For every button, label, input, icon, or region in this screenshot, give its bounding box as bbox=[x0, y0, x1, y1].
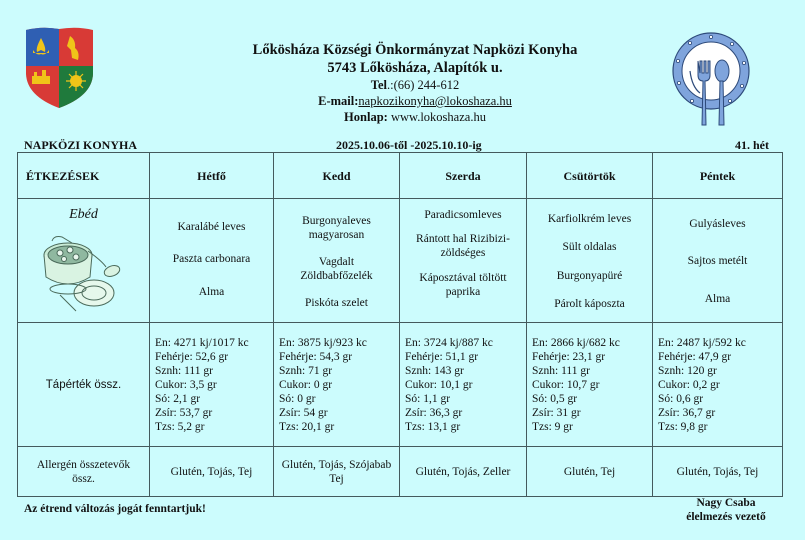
nutrition-line: Fehérje: 52,6 gr bbox=[155, 350, 229, 363]
nutrition-line: Tzs: 20,1 gr bbox=[279, 420, 335, 433]
header-row bbox=[18, 153, 783, 199]
address: 5743 Lőkösháza, Alapítók u. bbox=[327, 60, 503, 76]
nutrition-line: Só: 2,1 gr bbox=[155, 392, 201, 405]
nutrition-line: Sznh: 71 gr bbox=[279, 364, 333, 377]
nutrition-line: Fehérje: 47,9 gr bbox=[658, 350, 732, 363]
nutrition-line: Cukor: 3,5 gr bbox=[155, 378, 217, 391]
nutrition-line: En: 3724 kj/887 kc bbox=[405, 336, 493, 349]
nutrition-line: Tzs: 9,8 gr bbox=[658, 420, 708, 433]
nutrition-line: Só: 0 gr bbox=[279, 392, 316, 405]
allergen-cell-friday: Glutén, Tojás, Tej bbox=[653, 447, 783, 497]
website-value[interactable]: www.lokoshaza.hu bbox=[387, 110, 486, 124]
nutrition-line: Sznh: 143 gr bbox=[405, 364, 464, 377]
date-range: 2025.10.06-től -2025.10.10-ig bbox=[336, 138, 482, 152]
nutrition-line: Fehérje: 51,1 gr bbox=[405, 350, 479, 363]
nutrition-line: Cukor: 0 gr bbox=[279, 378, 333, 391]
day-header-wednesday: Szerda bbox=[400, 153, 527, 199]
dish: Sült oldalas bbox=[562, 241, 617, 254]
nutrition-line: Tzs: 5,2 gr bbox=[155, 420, 205, 433]
nutrition-line: Tzs: 13,1 gr bbox=[405, 420, 461, 433]
nutrition-cell-monday bbox=[150, 323, 274, 447]
dish: Alma bbox=[198, 285, 225, 298]
website-label: Honlap: bbox=[344, 110, 388, 124]
nutrition-line: En: 4271 kj/1017 kc bbox=[155, 336, 249, 349]
nutrition-line: Sznh: 120 gr bbox=[658, 364, 717, 377]
nutrition-line: Cukor: 10,1 gr bbox=[405, 378, 473, 391]
lunch-label-cell bbox=[18, 199, 150, 323]
nutrition-cell-tuesday bbox=[274, 323, 400, 447]
signature-block bbox=[676, 496, 776, 524]
header-block bbox=[200, 41, 630, 125]
lunch-cell-monday bbox=[150, 199, 274, 323]
plate-cutlery-icon bbox=[668, 31, 754, 127]
allergen-cell-monday: Glutén, Tojás, Tej bbox=[150, 447, 274, 497]
kitchen-label: NAPKÖZI KONYHA bbox=[24, 138, 138, 152]
signer-title: élelmezés vezető bbox=[686, 511, 766, 523]
phone-label: Tel bbox=[370, 78, 387, 92]
lunch-row bbox=[18, 199, 783, 323]
nutrition-line: Tzs: 9 gr bbox=[532, 420, 573, 433]
dish: Karalábé leves bbox=[177, 221, 246, 234]
day-header-tuesday: Kedd bbox=[274, 153, 400, 199]
allergen-row bbox=[18, 447, 783, 497]
phone-value: .:(66) 244-612 bbox=[387, 78, 460, 92]
dish: Vagdalt Zöldbabfőzelék bbox=[300, 255, 373, 282]
dish: Paszta carbonara bbox=[172, 253, 251, 266]
org-name: Lőkösháza Községi Önkormányzat Napközi Konyha bbox=[252, 42, 578, 58]
nutrition-line: Zsír: 31 gr bbox=[532, 406, 581, 419]
nutrition-line: Zsír: 36,3 gr bbox=[405, 406, 463, 419]
week-number: 41. hét bbox=[735, 138, 769, 152]
allergen-cell-tuesday: Glutén, Tojás, Szójabab Tej bbox=[274, 447, 400, 497]
email-label: E-mail: bbox=[318, 94, 359, 108]
nutrition-line: Cukor: 10,7 gr bbox=[532, 378, 600, 391]
email bbox=[200, 93, 630, 109]
day-header-friday: Péntek bbox=[653, 153, 783, 199]
allergen-cell-wednesday: Glutén, Tojás, Zeller bbox=[400, 447, 527, 497]
lunch-cell-friday bbox=[653, 199, 783, 323]
dish: Piskóta szelet bbox=[305, 296, 368, 309]
lunch-cell-tuesday bbox=[274, 199, 400, 323]
coat-of-arms-icon bbox=[22, 26, 97, 110]
signer-name: Nagy Csaba bbox=[696, 497, 756, 509]
dish: Káposztával töltött paprika bbox=[419, 271, 507, 298]
nutrition-line: Cukor: 0,2 gr bbox=[658, 378, 720, 391]
nutrition-line: En: 2487 kj/592 kc bbox=[658, 336, 746, 349]
dish: Paradicsomleves bbox=[424, 209, 502, 222]
nutrition-line: Sznh: 111 gr bbox=[532, 364, 590, 377]
lunch-label: Ebéd bbox=[69, 207, 98, 222]
dish: Gulyásleves bbox=[689, 217, 746, 230]
nutrition-line: Zsír: 54 gr bbox=[279, 406, 328, 419]
dish: Alma bbox=[704, 293, 731, 306]
nutrition-line: En: 2866 kj/682 kc bbox=[532, 336, 620, 349]
weekly-menu-table bbox=[17, 152, 783, 497]
nutrition-line: Zsír: 53,7 gr bbox=[155, 406, 213, 419]
nutrition-cell-thursday bbox=[527, 323, 653, 447]
allergen-label: Allergén összetevők össz. bbox=[18, 447, 150, 497]
lunch-cell-wednesday bbox=[400, 199, 527, 323]
allergen-cell-thursday: Glutén, Tej bbox=[527, 447, 653, 497]
nutrition-line: Sznh: 111 gr bbox=[155, 364, 213, 377]
nutrition-line: Fehérje: 54,3 gr bbox=[279, 350, 353, 363]
dish: Rántott hal Rizibizi-zöldséges bbox=[416, 233, 510, 260]
nutrition-line: Zsír: 36,7 gr bbox=[658, 406, 716, 419]
nutrition-cell-friday bbox=[653, 323, 783, 447]
nutrition-label: Tápérték össz. bbox=[18, 323, 150, 447]
nutrition-line: Só: 1,1 gr bbox=[405, 392, 451, 405]
nutrition-row bbox=[18, 323, 783, 447]
nutrition-line: Só: 0,6 gr bbox=[658, 392, 704, 405]
day-header-thursday: Csütörtök bbox=[527, 153, 653, 199]
soup-pot-icon bbox=[32, 231, 132, 313]
dish: Párolt káposzta bbox=[554, 297, 625, 310]
email-link[interactable]: napkozikonyha@lokoshaza.hu bbox=[358, 94, 512, 108]
dish: Karfiolkrém leves bbox=[547, 213, 632, 226]
disclaimer: Az étrend változás jogát fenntartjuk! bbox=[24, 503, 206, 515]
lunch-cell-thursday bbox=[527, 199, 653, 323]
dish: Burgonyaleves magyarosan bbox=[302, 214, 371, 241]
meals-header: ÉTKEZÉSEK bbox=[18, 153, 150, 199]
dish: Burgonyapüré bbox=[556, 269, 623, 282]
nutrition-line: Fehérje: 23,1 gr bbox=[532, 350, 606, 363]
day-header-monday: Hétfő bbox=[150, 153, 274, 199]
dish: Sajtos metélt bbox=[687, 255, 748, 268]
nutrition-cell-wednesday bbox=[400, 323, 527, 447]
phone bbox=[200, 78, 630, 93]
nutrition-line: En: 3875 kj/923 kc bbox=[279, 336, 367, 349]
nutrition-line: Só: 0,5 gr bbox=[532, 392, 578, 405]
website bbox=[200, 109, 630, 125]
